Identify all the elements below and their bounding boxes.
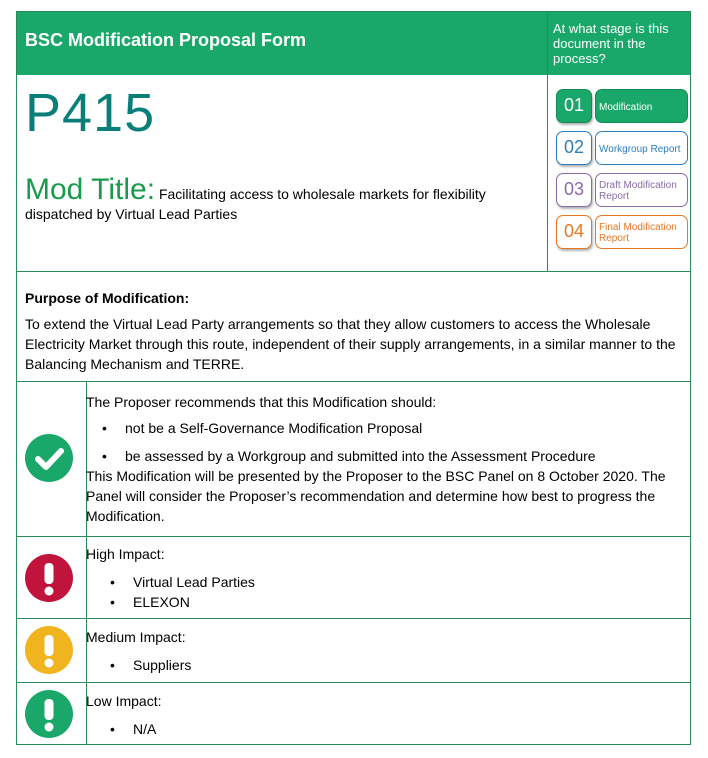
stage-1-label: Modification [595,89,688,123]
high-impact-label: High Impact: [86,546,165,562]
divider [17,682,690,683]
checkmark-icon [25,434,73,482]
modification-form [16,11,691,745]
stage-1 [556,89,688,123]
stage-3 [556,173,688,207]
recommendation-intro: The Proposer recommends that this Modification should: [86,394,437,410]
exclamation-icon [25,554,73,602]
high-impact-block [86,544,681,612]
divider [17,381,690,382]
list-item [86,592,681,612]
low-impact-list [86,719,681,739]
divider [547,12,548,271]
recommendation-item: not be a Self-Governance Modification Proposal [125,420,423,436]
form-title: BSC Modification Proposal Form [25,30,307,50]
stage-4-number: 04 [556,215,592,249]
medium-impact-block [86,627,681,675]
medium-impact-list [86,655,681,675]
stage-2-number: 02 [556,131,592,165]
list-item [86,572,681,592]
divider [17,618,690,619]
low-impact-block [86,691,681,739]
low-impact-label: Low Impact: [86,693,162,709]
stage-3-number: 03 [556,173,592,207]
recommendation-item: be assessed by a Workgroup and submitted into the Assessment Procedure [125,448,596,464]
stage-2 [556,131,688,165]
purpose-heading: Purpose of Modification: [25,290,190,306]
list-item [86,719,681,739]
impact-item: ELEXON [133,594,190,610]
stage-1-number: 01 [556,89,592,123]
exclamation-icon [25,690,73,738]
high-impact-list [86,572,681,612]
stage-question: At what stage is this document in the process? [553,21,669,66]
list-item [86,418,681,438]
stage-2-label: Workgroup Report [595,131,688,165]
mod-title-block [25,173,535,224]
recommendation-list [86,418,681,466]
stage-4 [556,215,688,249]
form-header [17,12,690,75]
divider [17,271,690,272]
mod-title-text: Facilitating access to wholesale markets for flexibility dispatched by Virtual Lead Parties [25,186,486,222]
impact-item: Suppliers [133,657,192,673]
stage-4-label: Final Modification Report [595,215,688,249]
medium-impact-label: Medium Impact: [86,629,186,645]
exclamation-icon [25,626,73,674]
mod-title-label: Mod Title: [25,173,156,206]
impact-item: Virtual Lead Parties [133,574,255,590]
recommendation-text: This Modification will be presented by the Proposer to the BSC Panel on 8 October 2020. The Panel will consider the Proposer’s recommendation and determine how best to progress the Modification. [86,468,666,524]
stage-3-label: Draft Modification Report [595,173,688,207]
list-item [86,446,681,466]
divider [17,536,690,537]
impact-item: N/A [133,721,157,737]
recommendation-block [86,392,681,526]
purpose-text: To extend the Virtual Lead Party arrangements so that they allow customers to access the Wholesale Electricity Market through this route, independent of their supply arrangements, in a similar manner to the Balancing Mechanism and TERRE. [25,316,676,372]
list-item [86,655,681,675]
modification-number: P415 [25,83,156,143]
